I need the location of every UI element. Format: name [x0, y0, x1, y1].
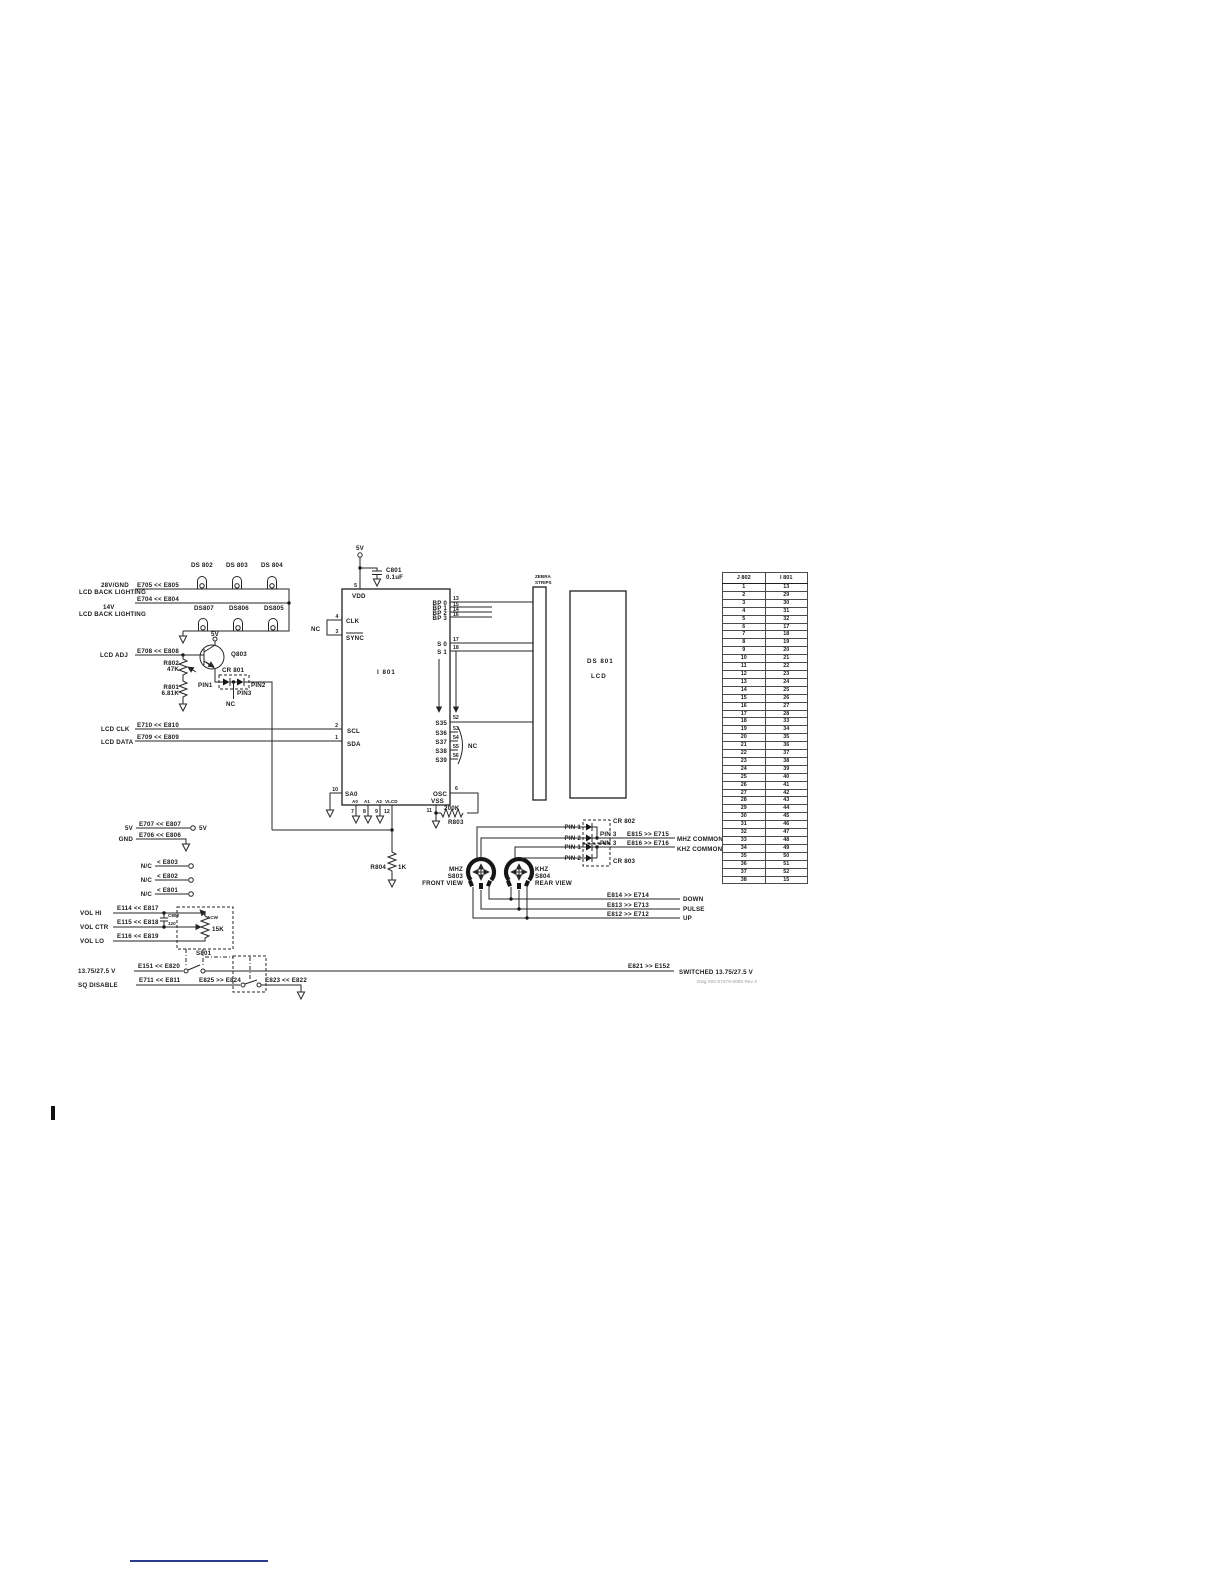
pin-table-cell: 27 — [723, 789, 766, 797]
s803-view-label: FRONT VIEW — [422, 880, 463, 887]
pin-table-cell: 48 — [765, 837, 808, 845]
lcd-module — [570, 591, 626, 798]
pin-table-cell: 26 — [765, 694, 808, 702]
pin-table-row — [723, 821, 808, 829]
pin-table-cell: 23 — [765, 670, 808, 678]
bp0-pin: 13 — [453, 596, 459, 602]
pin-table-cell: 20 — [723, 734, 766, 742]
s0-label: S 0 — [437, 641, 447, 648]
pin-table-cell: 8 — [723, 639, 766, 647]
cr801-label: CR 801 — [222, 667, 245, 674]
pin-table-header-j802: J 802 — [723, 573, 766, 584]
bp2-pin: 14 — [453, 607, 459, 613]
ic-name: I 801 — [377, 669, 396, 676]
pin-table-row — [723, 718, 808, 726]
lcd-name: DS 801 — [587, 658, 614, 665]
backlight-name-2: LCD BACK LIGHTING — [79, 611, 146, 618]
r804-label: R804 — [370, 864, 386, 871]
r802-value: 47K — [167, 666, 179, 673]
lcd-data-label: LCD DATA — [101, 739, 134, 746]
s1-label: S 1 — [437, 649, 447, 656]
pin-table-cell: 26 — [723, 781, 766, 789]
pin-table-cell: 21 — [765, 655, 808, 663]
r803-value: 200K — [444, 805, 460, 812]
zebra-label-2: STRIPS — [535, 580, 552, 585]
a2-label: A2 — [376, 799, 382, 804]
pin-table-cell: 2 — [723, 591, 766, 599]
pin-table-row — [723, 726, 808, 734]
clk-label: CLK — [346, 618, 360, 625]
pin-table-cell: 7 — [723, 631, 766, 639]
scl-pin-number: 2 — [335, 723, 338, 729]
cr803-pin1: PIN 1 — [564, 844, 581, 851]
khz-common-terminals: E816 >> E716 — [627, 840, 669, 847]
vol-hi-terminals: E114 << E817 — [117, 905, 159, 912]
ic-i801 — [272, 545, 533, 887]
backlight-section — [79, 562, 291, 643]
q803-supply: 5V — [211, 631, 219, 638]
s37-label: S37 — [435, 739, 447, 746]
mhz-common-label: MHZ COMMON — [677, 836, 723, 843]
lamp-ds803 — [233, 577, 242, 590]
r804-value: 1K — [398, 864, 407, 871]
supply-label: 13.75/27.5 V — [78, 968, 116, 975]
pin-table-cell: 24 — [765, 678, 808, 686]
pin-table-row — [723, 750, 808, 758]
gnd-terminals: E706 << E806 — [139, 832, 181, 839]
pin-table-cell: 29 — [723, 805, 766, 813]
pin-table-cell: 33 — [723, 837, 766, 845]
r802-label: R802 — [163, 660, 179, 667]
switch-section — [422, 818, 723, 922]
pin-table-cell: 20 — [765, 647, 808, 655]
pin-table-row — [723, 789, 808, 797]
sda-pin-number: 1 — [335, 735, 338, 741]
osc-pin-number: 6 — [455, 786, 458, 792]
pin-table-cell: 34 — [723, 844, 766, 852]
lcd-data-terminals: E709 << E809 — [137, 734, 179, 741]
pin-table-cell: 17 — [723, 710, 766, 718]
r803-label: R803 — [448, 819, 464, 826]
pin-table-cell: 47 — [765, 829, 808, 837]
bp1-pin: 15 — [453, 602, 459, 608]
pin-table-cell: 37 — [765, 750, 808, 758]
pin-table-row — [723, 639, 808, 647]
a1-pin: 8 — [363, 809, 366, 815]
s38-label: S38 — [435, 748, 447, 755]
pin-table-cell: 24 — [723, 765, 766, 773]
sa0-pin-number: 10 — [332, 787, 338, 793]
lcd-kind: LCD — [591, 673, 607, 680]
lamp-ds802-label: DS 802 — [191, 562, 213, 569]
i2c-section — [101, 722, 361, 748]
lamp-ds803-label: DS 803 — [226, 562, 248, 569]
pin-table-cell: 10 — [723, 655, 766, 663]
power-section — [78, 949, 754, 999]
pin-table-cell: 38 — [723, 876, 766, 884]
v5-out-label: 5V — [199, 825, 207, 832]
pin-table-cell: 13 — [765, 584, 808, 592]
sq-mid-terminals: E825 >> E824 — [199, 977, 241, 984]
pin-table-cell: 21 — [723, 742, 766, 750]
pin-table-cell: 31 — [723, 821, 766, 829]
bp0-label: BP 0 — [432, 600, 447, 607]
a2-pin: 9 — [375, 809, 378, 815]
pin-table-cell: 42 — [765, 789, 808, 797]
v5-terminals: E707 << E807 — [139, 821, 181, 828]
cr803-pin3: PIN 3 — [600, 840, 617, 847]
lcd-clk-terminals: E710 << E810 — [137, 722, 179, 729]
pin-table-row — [723, 599, 808, 607]
pin-table-row — [723, 623, 808, 631]
cr802-label: CR 802 — [613, 818, 636, 825]
pin-table-cell: 5 — [723, 615, 766, 623]
osc-label: OSC — [432, 791, 447, 798]
mhz-label: MHZ — [448, 866, 463, 873]
up-label: UP — [683, 915, 692, 922]
sa0-label: SA0 — [345, 791, 358, 798]
s804-view-label: REAR VIEW — [535, 880, 572, 887]
backlight-terminals-1: E705 << E805 — [137, 582, 179, 589]
pin-table-cell: 30 — [723, 813, 766, 821]
down-terminals: E814 >> E714 — [607, 892, 649, 899]
drawing-number: Dwg 002-07479-0000 Rev 2 — [697, 980, 758, 985]
r801-label: R801 — [163, 684, 179, 691]
sda-label: SDA — [347, 741, 361, 748]
lamp-ds805-label: DS805 — [264, 605, 284, 612]
pin-table-row — [723, 829, 808, 837]
a0-label: A0 — [352, 799, 358, 804]
s38-pin: 55 — [453, 744, 459, 750]
a1-label: A1 — [364, 799, 370, 804]
lcd-clk-label: LCD CLK — [101, 726, 130, 733]
c808-label: C808 — [168, 913, 179, 918]
pin-table-cell: 11 — [723, 663, 766, 671]
pin-table-row — [723, 852, 808, 860]
io-section — [80, 821, 233, 957]
s37-pin: 54 — [453, 735, 459, 741]
s0-pin: 17 — [453, 637, 459, 643]
sq-terminals: E711 << E811 — [139, 977, 181, 984]
pin-table-row — [723, 591, 808, 599]
pin-table-cell: 14 — [723, 686, 766, 694]
pin-table-cell: 17 — [765, 623, 808, 631]
pin-table-cell: 52 — [765, 868, 808, 876]
pin-table-row — [723, 678, 808, 686]
nc3-terminal: < E801 — [157, 887, 178, 894]
khz-label: KHZ — [535, 866, 549, 873]
switched-terminals: E821 >> E152 — [628, 963, 670, 970]
q803-label: Q803 — [231, 651, 247, 658]
pin-table-row — [723, 781, 808, 789]
lcd-adj-terminals: E708 << E808 — [137, 648, 179, 655]
pin-table-cell: 23 — [723, 757, 766, 765]
nc2-terminal: < E802 — [157, 873, 178, 880]
display-section — [533, 574, 626, 800]
lamp-ds804-label: DS 804 — [261, 562, 283, 569]
pin-table-row — [723, 757, 808, 765]
pin-table-cell: 31 — [765, 607, 808, 615]
down-label: DOWN — [683, 896, 704, 903]
pin-table-cell: 6 — [723, 623, 766, 631]
vol-lo-terminals: E116 << E819 — [117, 933, 159, 940]
pin-table-cell: 16 — [723, 702, 766, 710]
pin-table-cell: 27 — [765, 702, 808, 710]
cr802-pin1: PIN 1 — [564, 824, 581, 831]
pin-table-cell: 45 — [765, 813, 808, 821]
pin-table-cell: 36 — [765, 742, 808, 750]
pin-table-row — [723, 805, 808, 813]
s39-label: S39 — [435, 757, 447, 764]
pin-table-row — [723, 876, 808, 884]
lamp-ds806 — [234, 619, 243, 632]
pulse-label: PULSE — [683, 906, 705, 913]
acw-label: ACW — [207, 915, 218, 920]
pin-table-row — [723, 742, 808, 750]
zebra-strip — [533, 587, 546, 800]
pin-table-row — [723, 615, 808, 623]
cr801-pin2: PIN2 — [251, 682, 266, 689]
vol-ctr-label: VOL CTR — [80, 924, 109, 931]
pin-table — [722, 572, 808, 883]
pin-table-row — [723, 607, 808, 615]
cr802-pin3: PIN 3 — [600, 831, 617, 838]
pin-table-cell: 39 — [765, 765, 808, 773]
pin-table-row — [723, 710, 808, 718]
c801-label: C801 — [386, 567, 402, 574]
bp2-label: BP 2 — [432, 610, 447, 617]
pulse-terminals: E813 >> E713 — [607, 902, 649, 909]
pin-table-row — [723, 702, 808, 710]
revision-change-bar — [51, 1106, 55, 1120]
vol-lo-label: VOL LO — [80, 938, 105, 945]
pin-table-row — [723, 670, 808, 678]
cr801-nc: NC — [226, 701, 236, 708]
pin-table-row — [723, 844, 808, 852]
pin-table-cell: 46 — [765, 821, 808, 829]
nc1-label: N/C — [140, 863, 152, 870]
bp1-label: BP 1 — [432, 605, 447, 612]
c801-value: 0.1uF — [386, 574, 404, 581]
pin-table-row — [723, 837, 808, 845]
pin-table-cell: 15 — [723, 694, 766, 702]
khz-common-label: KHZ COMMON — [677, 846, 723, 853]
nc2-label: N/C — [140, 877, 152, 884]
vdd-pin-number: 5 — [354, 583, 357, 589]
lamp-ds805 — [269, 619, 278, 632]
pin-table-row — [723, 797, 808, 805]
mhz-common-terminals: E815 >> E715 — [627, 831, 669, 838]
pin-table-cell: 12 — [723, 670, 766, 678]
cr801-pin3: PIN3 — [237, 690, 252, 697]
s804-label: S804 — [535, 873, 551, 880]
pin-table-row — [723, 584, 808, 592]
pin-table-row — [723, 813, 808, 821]
pin-table-cell: 13 — [723, 678, 766, 686]
clk-sync-nc: NC — [311, 626, 321, 633]
r801-value: 6.81K — [161, 690, 179, 697]
pin-table-header-row — [723, 573, 808, 584]
pin-table-cell: 35 — [765, 734, 808, 742]
pin-table-cell: 41 — [765, 781, 808, 789]
lamp-ds807-label: DS807 — [194, 605, 214, 612]
pin-table-cell: 40 — [765, 773, 808, 781]
pin-table-cell: 18 — [765, 631, 808, 639]
cr802-pin2: PIN 2 — [564, 835, 581, 842]
pin-table-cell: 43 — [765, 797, 808, 805]
vol-ctr-terminals: E115 << E818 — [117, 919, 159, 926]
pin-table-cell: 1 — [723, 584, 766, 592]
pin-table-cell: 51 — [765, 860, 808, 868]
pin-table-header-i801: I 801 — [765, 573, 808, 584]
c808-value: 120 — [168, 921, 176, 926]
pin-table-cell: 44 — [765, 805, 808, 813]
pin-table-cell: 15 — [765, 876, 808, 884]
pin-table-row — [723, 868, 808, 876]
lamp-ds804 — [268, 577, 277, 590]
sync-label: SYNC — [346, 635, 364, 642]
pin-table-cell: 3 — [723, 599, 766, 607]
scl-label: SCL — [347, 728, 360, 735]
vss-label: VSS — [431, 798, 444, 805]
pin-table-cell: 32 — [723, 829, 766, 837]
pin-table-cell: 28 — [765, 710, 808, 718]
cr803-label: CR 803 — [613, 858, 636, 865]
s803-label: S803 — [447, 873, 463, 880]
pin-table-cell: 29 — [765, 591, 808, 599]
ic-supply: 5V — [356, 545, 364, 552]
backlight-name-1: LCD BACK LIGHTING — [79, 589, 146, 596]
nc3-label: N/C — [140, 891, 152, 898]
backlight-terminals-2: E704 << E804 — [137, 596, 179, 603]
pin-table-cell: 37 — [723, 868, 766, 876]
backlight-voltage-1: 28V/GND — [101, 582, 129, 589]
pin-table-cell: 9 — [723, 647, 766, 655]
s35-pin: 52 — [453, 715, 459, 721]
s3x-nc: NC — [468, 743, 478, 750]
pin-table-cell: 33 — [765, 718, 808, 726]
vlcd-label: VLCD — [385, 799, 398, 804]
pin-table-row — [723, 860, 808, 868]
lcd-adj-label: LCD ADJ — [100, 652, 128, 659]
pin-table-cell: 18 — [723, 718, 766, 726]
pin-table-cell: 22 — [723, 750, 766, 758]
v5-label: 5V — [125, 825, 133, 832]
pin-table-cell: 34 — [765, 726, 808, 734]
pin-table-row — [723, 773, 808, 781]
pin-table-row — [723, 655, 808, 663]
pin-table-row — [723, 631, 808, 639]
pin-table-row — [723, 734, 808, 742]
sync-pin-number: 3 — [335, 629, 339, 635]
pin-table-row — [723, 647, 808, 655]
pin-table-row — [723, 765, 808, 773]
pot-value: 15K — [212, 926, 224, 933]
nc1-terminal: < E803 — [157, 859, 178, 866]
pin-table-cell: 32 — [765, 615, 808, 623]
pin-table-row — [723, 663, 808, 671]
vol-hi-label: VOL HI — [80, 910, 102, 917]
clk-pin-number: 4 — [335, 614, 339, 620]
pin-table-body — [723, 584, 808, 884]
s35-label: S35 — [435, 720, 447, 727]
s801-label: S801 — [196, 950, 212, 957]
s36-pin: 53 — [453, 726, 459, 732]
switched-label: SWITCHED 13.75/27.5 V — [679, 969, 754, 976]
pin-table-cell: 19 — [765, 639, 808, 647]
vdd-label: VDD — [352, 593, 366, 600]
vss-pin-number: 11 — [426, 808, 432, 814]
pin-table-cell: 35 — [723, 852, 766, 860]
pin-table-cell: 25 — [765, 686, 808, 694]
a0-pin: 7 — [351, 809, 354, 815]
up-terminals: E812 >> E712 — [607, 911, 649, 918]
cr803-pin2: PIN 2 — [564, 855, 581, 862]
pin-table-cell: 50 — [765, 852, 808, 860]
cr801-pin1: PIN1 — [198, 682, 213, 689]
pin-table-row — [723, 694, 808, 702]
sq-switch-box — [233, 956, 266, 992]
pin-table-cell: 25 — [723, 773, 766, 781]
pin-table-cell: 28 — [723, 797, 766, 805]
vlcd-pin: 12 — [384, 809, 390, 815]
bp3-pin: 16 — [453, 612, 459, 618]
bp3-label: BP 3 — [432, 615, 447, 622]
lamp-ds802 — [198, 577, 207, 590]
sq-disable-label: SQ DISABLE — [78, 982, 118, 989]
gnd-label: GND — [118, 836, 133, 843]
pin-table-cell: 30 — [765, 599, 808, 607]
zebra-label-1: ZEBRA — [535, 574, 551, 579]
lamp-ds806-label: DS806 — [229, 605, 249, 612]
pin-table-cell: 4 — [723, 607, 766, 615]
pin-table-cell: 22 — [765, 663, 808, 671]
backlight-voltage-2: 14V — [103, 604, 115, 611]
s1-pin: 18 — [453, 645, 459, 651]
sq-end-terminals: E823 << E822 — [265, 977, 307, 984]
pin-table-cell: 36 — [723, 860, 766, 868]
s36-label: S36 — [435, 730, 447, 737]
supply-terminals: E151 << E820 — [138, 963, 180, 970]
lamp-ds807 — [199, 619, 208, 632]
s39-pin: 56 — [453, 753, 459, 759]
pin-table-cell: 38 — [765, 757, 808, 765]
pin-table-cell: 49 — [765, 844, 808, 852]
pin-table-cell: 19 — [723, 726, 766, 734]
footer-rule — [130, 1560, 268, 1562]
pin-table-row — [723, 686, 808, 694]
